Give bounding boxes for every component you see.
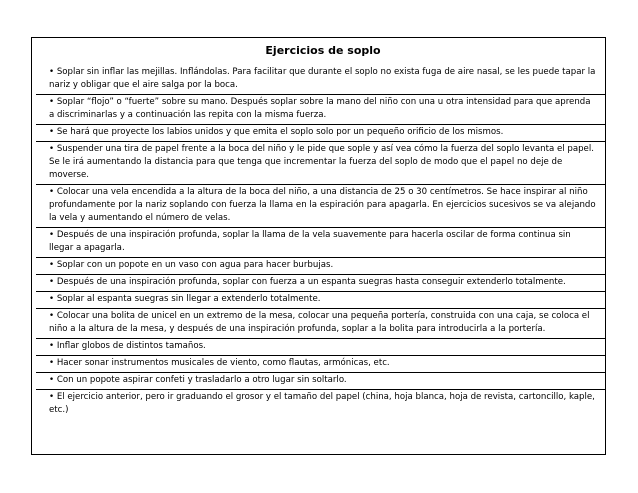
bullet: • xyxy=(49,260,55,270)
bullet: • xyxy=(49,311,55,321)
list-item xyxy=(36,339,605,356)
bullet: • xyxy=(49,97,55,107)
list-item xyxy=(36,258,605,275)
list-item-text: Soplar “flojo” o “fuerte” sobre su mano. Después soplar sobre la mano del niño con una u otra intensidad para que aprenda a discriminarlas y a continuación las repita con la misma fuerza. xyxy=(49,97,591,120)
bullet: • xyxy=(49,187,55,197)
list-item-text: Se hará que proyecte los labios unidos y que emita el soplo solo por un pequeño orificio de los mismos. xyxy=(56,127,504,137)
list-item xyxy=(36,95,605,125)
list-item-text: Soplar al espanta suegras sin llegar a extenderlo totalmente. xyxy=(56,294,321,304)
list-item-text: Colocar una vela encendida a la altura de la boca del niño, a una distancia de 25 o 30 centímetros. Se hace inspirar al niño profundamente por la nariz soplando con fuerza la llama en la espiración para apagarla. En ejercicios sucesivos se va alejando la vela y aumentando el número de velas. xyxy=(49,187,596,223)
exercise-sheet xyxy=(31,37,606,455)
bullet: • xyxy=(49,127,55,137)
list-item-text: Después de una inspiración profunda, soplar la llama de la vela suavemente para hacerla oscilar de forma continua sin llegar a apagarla. xyxy=(49,230,571,253)
list-item xyxy=(36,292,605,309)
list-item-text: Soplar con un popote en un vaso con agua para hacer burbujas. xyxy=(56,260,334,270)
list-item-text: Colocar una bolita de unicel en un extremo de la mesa, colocar una pequeña portería, construida con una caja, se coloca el niño a la altura de la mesa, y después de una inspiración profunda, soplar a la bolita para introducirla a la portería. xyxy=(49,311,590,334)
bullet: • xyxy=(49,358,55,368)
list-item xyxy=(36,356,605,373)
list-item-text: El ejercicio anterior, pero ir graduando el grosor y el tamaño del papel (china, hoja blanca, hoja de revista, cartoncillo, kaple, etc.) xyxy=(49,392,595,415)
bullet: • xyxy=(49,392,55,402)
list-item xyxy=(36,373,605,390)
list-item-text: Después de una inspiración profunda, soplar con fuerza a un espanta suegras hasta conseguir extenderlo totalmente. xyxy=(56,277,566,287)
list-item-text: Con un popote aspirar confeti y trasladarlo a otro lugar sin soltarlo. xyxy=(56,375,347,385)
list-item-text: Suspender una tira de papel frente a la boca del niño y le pide que sople y así vea cómo la fuerza del soplo levanta el papel. Se le irá aumentando la distancia para que tenga que incrementar la fuerza del soplo de modo que el papel no deje de moverse. xyxy=(49,144,594,180)
bullet: • xyxy=(49,294,55,304)
bullet: • xyxy=(49,341,55,351)
page-title: Ejercicios de soplo xyxy=(265,44,381,57)
list-item xyxy=(36,125,605,142)
list-item xyxy=(36,228,605,258)
list-item xyxy=(36,390,605,419)
list-item-text: Inflar globos de distintos tamaños. xyxy=(56,341,206,351)
list-item-text: Soplar sin inflar las mejillas. Inflándolas. Para facilitar que durante el soplo no exista fuga de aire nasal, se les puede tapar la nariz y obligar que el aire salga por la boca. xyxy=(49,67,596,90)
bullet: • xyxy=(49,375,55,385)
list-item xyxy=(36,275,605,292)
list-item xyxy=(36,65,605,95)
bullet: • xyxy=(49,230,55,240)
list-item xyxy=(36,309,605,339)
list-item xyxy=(36,185,605,228)
bullet: • xyxy=(49,144,55,154)
list-item xyxy=(36,142,605,185)
list-item-text: Hacer sonar instrumentos musicales de viento, como flautas, armónicas, etc. xyxy=(56,358,390,368)
bullet: • xyxy=(49,277,55,287)
bullet: • xyxy=(49,67,55,77)
